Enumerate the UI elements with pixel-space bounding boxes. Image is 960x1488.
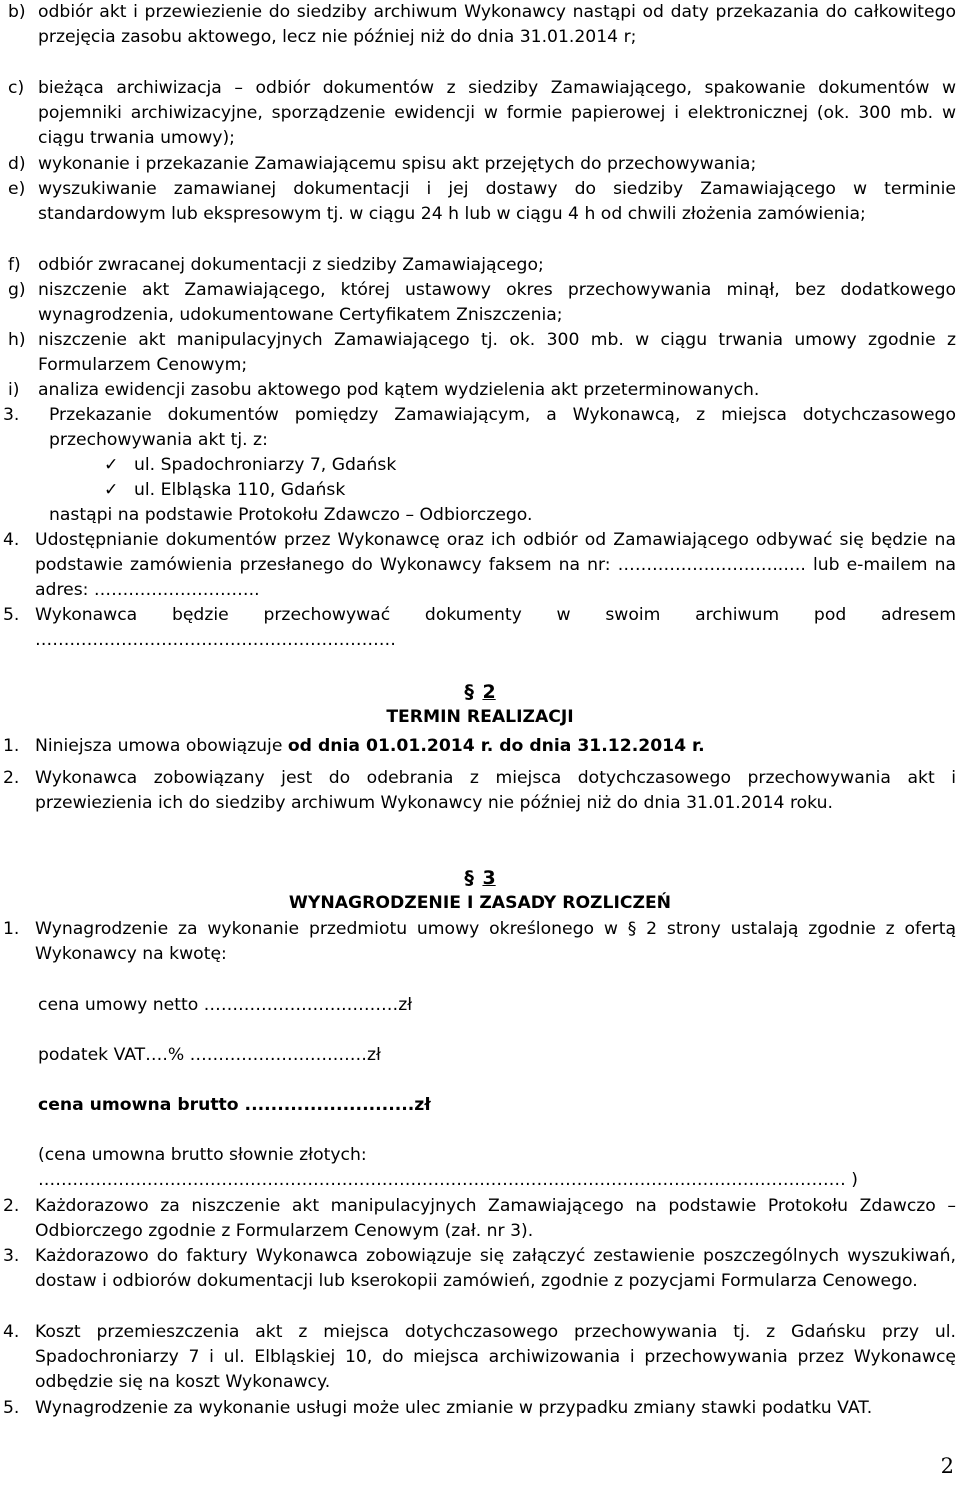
list-text: odbiór zwracanej dokumentacji z siedziby Zamawiającego; xyxy=(38,255,544,275)
list-text: wykonanie i przekazanie Zamawiającemu spisu akt przejętych do przechowywania; xyxy=(38,154,757,174)
address-item-2 xyxy=(104,478,345,503)
s3-item-5 xyxy=(3,1396,956,1421)
gross-words-label: (cena umowna brutto słownie złotych: xyxy=(38,1145,367,1165)
s3-item-3 xyxy=(3,1244,956,1294)
list-marker: f) xyxy=(8,255,21,275)
section-number: 2 xyxy=(482,681,496,703)
list-marker: b) xyxy=(8,2,26,22)
item-number: 3. xyxy=(3,1246,20,1266)
list-text: niszczenie akt manipulacyjnych Zamawiającego tj. ok. 300 mb. w ciągu trwania umowy zgodnie z Formularzem Cenowym; xyxy=(38,330,956,375)
list-text: analiza ewidencji zasobu aktowego pod kątem wydzielenia akt przeterminowanych. xyxy=(38,380,760,400)
item-text: Przekazanie dokumentów pomiędzy Zamawiającym, a Wykonawcą, z miejsca dotychczasowego przechowywania akt tj. z: xyxy=(49,405,956,450)
list-item-b xyxy=(8,0,956,50)
checkmark-icon: ✓ xyxy=(104,455,119,475)
list-item-i xyxy=(8,378,956,403)
s2-item-1 xyxy=(3,734,956,759)
s3-item-4 xyxy=(3,1320,956,1395)
item-number: 2. xyxy=(3,768,20,788)
item-text: Wykonawca zobowiązany jest do odebrania z miejsca dotychczasowego przechowywania akt i przewiezienia ich do siedziby archiwum Wykonawcy nie później niż do dnia 31.01.2014 roku. xyxy=(35,768,956,813)
address-item-1 xyxy=(104,453,396,478)
list-item-f xyxy=(8,253,956,278)
list-item-h xyxy=(8,328,956,378)
list-marker: d) xyxy=(8,154,26,174)
item-text: Wynagrodzenie za wykonanie przedmiotu umowy określonego w § 2 strony ustalają zgodnie z ofertą Wykonawcy na kwotę: xyxy=(35,919,956,964)
item-number: 5. xyxy=(3,605,20,625)
item-number: 1. xyxy=(3,736,20,756)
item-number: 1. xyxy=(3,919,20,939)
section-sign: § xyxy=(464,867,474,889)
s3-item-1 xyxy=(3,917,956,967)
section-3-number xyxy=(0,866,960,891)
checkmark-icon: ✓ xyxy=(104,480,119,500)
list-marker: h) xyxy=(8,330,26,350)
list-marker: c) xyxy=(8,78,25,98)
price-gross-line: cena umowna brutto ..........................zł xyxy=(38,1095,431,1115)
address-text: ul. Elbląska 110, Gdańsk xyxy=(134,480,346,500)
list-item-d xyxy=(8,152,956,177)
list-text: odbiór akt i przewiezienie do siedziby archiwum Wykonawcy nastąpi od daty przekazania do całkowitego przejęcia zasobu aktowego, lecz nie później niż do dnia 31.01.2014 r; xyxy=(38,2,956,47)
price-net-line: cena umowy netto …………………….………zł xyxy=(38,995,413,1015)
item-number: 3. xyxy=(3,405,20,425)
numbered-item-5 xyxy=(3,603,956,653)
s2-item-2 xyxy=(3,766,956,816)
list-item-e xyxy=(8,177,956,227)
tax-vat-line: podatek VAT….% …………………….……zł xyxy=(38,1045,381,1065)
item-text: Udostępnianie dokumentów przez Wykonawcę oraz ich odbiór od Zamawiającego odbywać się będzie na podstawie zamówienia przesłanego do Wykonawcy faksem na nr: ………………………..…. lub e-mailem na adres: ……………………….. xyxy=(35,530,956,600)
numbered-item-4 xyxy=(3,528,956,603)
section-sign: § xyxy=(464,681,474,703)
list-text: wyszukiwanie zamawianej dokumentacji i jej dostawy do siedziby Zamawiającego w terminie standardowym lub ekspresowym tj. w ciągu 24 h lub w ciągu 4 h od chwili złożenia zamówienia; xyxy=(38,179,956,224)
section-2-title: TERMIN REALIZACJI xyxy=(386,707,574,727)
item-number: 4. xyxy=(3,1322,20,1342)
list-item-c xyxy=(8,76,956,151)
address-text: ul. Spadochroniarzy 7, Gdańsk xyxy=(134,455,397,475)
item-text xyxy=(35,734,956,759)
gross-words-line: …………………………………………………………………………………………………………………………… ) xyxy=(38,1170,858,1190)
list-marker: g) xyxy=(8,280,26,300)
s3-item-2 xyxy=(3,1194,956,1244)
list-item-g xyxy=(8,278,956,328)
item-text-plain: Niniejsza umowa obowiązuje xyxy=(35,736,288,756)
item-text: Każdorazowo za niszczenie akt manipulacyjnych Zamawiającego na podstawie Protokołu Zdawczo – Odbiorczego zgodnie z Formularzem Cenowym (zał. nr 3). xyxy=(35,1196,956,1241)
section-3-title: WYNAGRODZENIE I ZASADY ROZLICZEŃ xyxy=(288,893,672,913)
contract-period: od dnia 01.01.2014 r. do dnia 31.12.2014 r. xyxy=(287,736,705,756)
item-text: Wynagrodzenie za wykonanie usługi może ulec zmianie w przypadku zmiany stawki podatku VAT. xyxy=(35,1398,873,1418)
section-number: 3 xyxy=(482,867,496,889)
list-marker: i) xyxy=(8,380,20,400)
item-number: 4. xyxy=(3,530,20,550)
protocol-line: nastąpi na podstawie Protokołu Zdawczo – Odbiorczego. xyxy=(49,505,533,525)
numbered-item-3 xyxy=(3,403,956,453)
item-text: Wykonawca będzie przechowywać dokumenty w swoim archiwum pod adresem ……………………………………………………… xyxy=(35,605,956,650)
item-text: Każdorazowo do faktury Wykonawca zobowiązuje się załączyć zestawienie poszczególnych wyszukiwań, dostaw i odbiorów dokumentacji lub kserokopii zamówień, zgodnie z pozycjami Formularza Cenowego. xyxy=(35,1246,956,1291)
list-marker: e) xyxy=(8,179,26,199)
list-text: bieżąca archiwizacja – odbiór dokumentów z siedziby Zamawiającego, spakowanie dokumentów w pojemniki archiwizacyjne, sporządzenie ewidencji w formie papierowej i elektronicznej (ok. 300 mb. w ciągu trwania umowy); xyxy=(38,78,956,148)
item-number: 2. xyxy=(3,1196,20,1216)
page-number: 2 xyxy=(940,1454,954,1478)
list-text: niszczenie akt Zamawiającego, której ustawowy okres przechowywania minął, bez dodatkowego wynagrodzenia, udokumentowane Certyfikatem Zniszczenia; xyxy=(38,280,956,325)
section-2-number xyxy=(0,680,960,705)
item-number: 5. xyxy=(3,1398,20,1418)
item-text: Koszt przemieszczenia akt z miejsca dotychczasowego przechowywania tj. z Gdańsku przy ul. Spadochroniarzy 7 i ul. Elbląskiej 10, do miejsca archiwizowania i przechowywania przez Wykonawcę odbędzie się na koszt Wykonawcy. xyxy=(35,1322,956,1392)
